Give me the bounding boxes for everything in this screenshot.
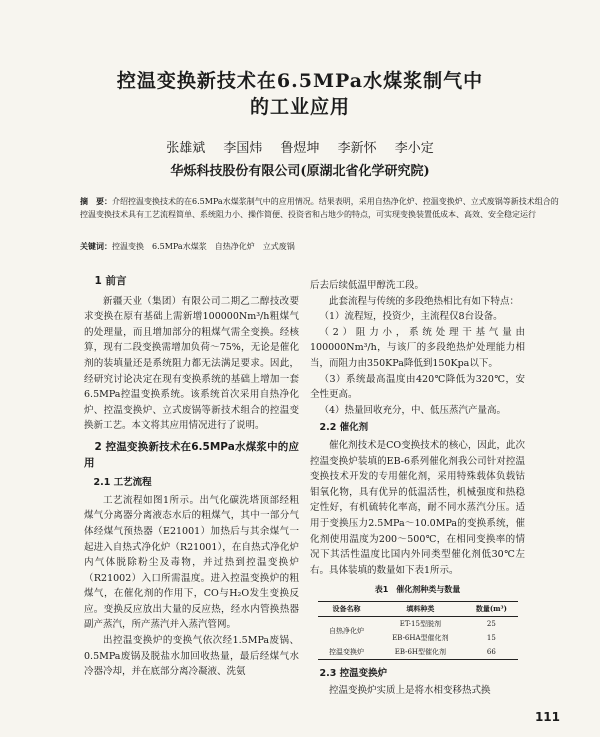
left-column bbox=[84, 268, 299, 680]
subsection-heading-2-1: 2.1 工艺流程 bbox=[93, 477, 152, 489]
paragraph: 此套流程与传统的多段绝热相比有如下特点： bbox=[329, 295, 520, 307]
table-cell: 66 bbox=[486, 647, 496, 656]
keywords-text: 控温变换 6.5MPa水煤浆 自热净化炉 立式废锅 bbox=[112, 242, 295, 251]
section-heading-1: 1 前言 bbox=[94, 275, 127, 287]
keywords-label: 关键词： bbox=[80, 241, 112, 251]
subsection-heading-2-3: 2.3 控温变换炉 bbox=[319, 667, 388, 679]
paragraph: 新疆天业（集团）有限公司二期乙二醇技改要求变换在原有基础上需新增100000Nm³/h粗煤气的处理量，而且增加部分的粗煤气需全变换。经核算，现有二段变换需增加负荷～75%，无论是催化剂的装填量还是系统阻力都无法满足要求。因此，经研究讨论决定在现有变换系统的基础上增加一套6.5MPa控温变换系统。该系统首次采用自热净化炉、控温变换炉、立式废锅等新技术组合的控温变换新工艺。本文将其应用情况进行了说明。 bbox=[84, 295, 299, 432]
affiliation: 华烁科技股份有限公司(原湖北省化学研究院) bbox=[170, 164, 430, 179]
page-number: 111 bbox=[534, 710, 560, 724]
abstract-text: 介绍控温变换技术的在6.5MPa水煤浆制气中的应用情况。结果表明，采用自热净化炉、控温变换炉、立式废锅等新技术组合的控温变换技术具有工艺流程简单、系统阻力小、操作简便、投资省和占地少的特点，可实现变换装置低成本、高效、安全稳定运行 bbox=[80, 197, 559, 219]
list-item: （4）热量回收充分，中、低压蒸汽产量高。 bbox=[319, 404, 507, 416]
subsection-heading-2-2: 2.2 催化剂 bbox=[319, 422, 369, 434]
paragraph: 后去后续低温甲醇洗工段。 bbox=[310, 280, 425, 291]
paper-title-line1: 控温变换新技术在6.5MPa水煤浆制气中 bbox=[116, 70, 484, 92]
table-caption: 表1 催化剂种类与数量 bbox=[374, 585, 461, 595]
paper-title-line2: 的工业应用 bbox=[249, 96, 350, 118]
catalyst-table bbox=[318, 601, 518, 660]
table-cell: 25 bbox=[486, 619, 496, 628]
table-header: 数量(m³) bbox=[475, 603, 507, 613]
list-item: （2）阻力小，系统处理干基气量由100000Nm³/h，与该厂的多段绝热炉处理能力相当，而阻力由350KPa降低到150Kpa以下。 bbox=[310, 326, 525, 369]
table-cell: EB-6H型催化剂 bbox=[394, 647, 447, 656]
list-item: （3）系统最高温度由420℃降低为320℃，安全性更高。 bbox=[310, 373, 525, 401]
abstract bbox=[80, 195, 560, 221]
table-cell: 15 bbox=[486, 633, 496, 642]
table-header: 填料种类 bbox=[406, 603, 435, 613]
paragraph: 催化剂技术是CO变换技术的核心，因此，此次控温变换炉装填的EB-6系列催化剂我公司针对控温变换技术开发的专用催化剂，采用特殊载体负载钴钼氧化物，具有优异的低温活性，机械强度和热稳定性好，有机硫转化率高，耐不同水蒸汽分压。适用于变换压力2.5MPa～10.0MPa的变换系统，催化剂使用温度为200～500℃，在相同变换率的情况下其活性温度比国内外同类型催化剂低30℃左右。具体装填的数量如下表1所示。 bbox=[310, 439, 525, 576]
abstract-label: 摘 要： bbox=[80, 196, 112, 206]
table-header: 设备名称 bbox=[332, 603, 361, 613]
right-column bbox=[310, 278, 525, 699]
table-cell: EB-6HA型催化剂 bbox=[392, 633, 449, 642]
paragraph: 出控温变换炉的变换气依次经1.5MPa废锅、0.5MPa废锅及脱盐水加回收热量，最后经煤气水冷器冷却，并在底部分离冷凝液、洗氨 bbox=[84, 635, 299, 678]
table-cell: 自热净化炉 bbox=[328, 626, 364, 635]
paragraph: 工艺流程如图1所示。出气化碳洗塔顶部经粗煤气分离器分离液态水后的粗煤气，其中一部分气体经煤气预热器（E21001）加热后与其余煤气一起进入自热式净化炉（R21001），在自热式净化炉内气体脱除粉尘及毒物，并过热到控温变换炉（R21002）入口所需温度。进入控温变换炉的粗煤气，在催化剂的作用下，CO与H₂O发生变换反应。变换反应放出大量的反应热，经水内管换热器副产蒸汽，所产蒸汽并入蒸汽管网。 bbox=[84, 494, 299, 631]
authors: 张雄斌 李国炜 鲁煜坤 李新怀 李小定 bbox=[166, 141, 434, 156]
section-heading-2: 2 控温变换新技术在6.5MPa水煤浆中的应用 bbox=[84, 440, 299, 469]
table-cell: ET-15型脱剂 bbox=[399, 619, 441, 628]
list-item: （1）流程短，投资少，主流程仅8台设备。 bbox=[319, 311, 503, 323]
paragraph: 控温变换炉实质上是将水相变移热式换 bbox=[329, 685, 491, 697]
table-cell: 控温变换炉 bbox=[328, 647, 364, 656]
table-row bbox=[318, 616, 518, 631]
table-header-row bbox=[318, 601, 518, 616]
keywords bbox=[80, 240, 560, 253]
table-row bbox=[318, 645, 518, 660]
